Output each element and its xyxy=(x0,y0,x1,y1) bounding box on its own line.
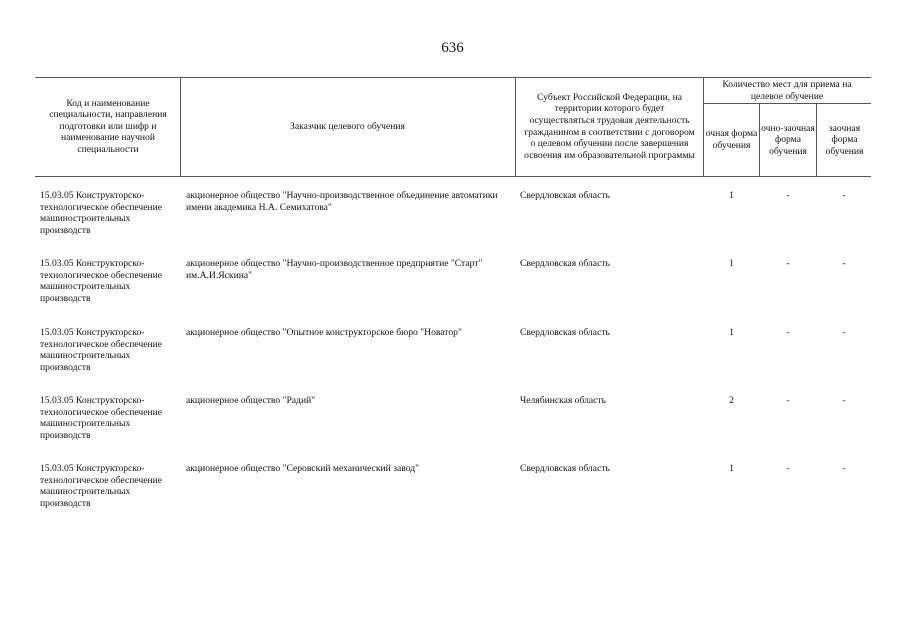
region-cell: Свердловская область xyxy=(520,190,610,201)
specialty-cell: 15.03.05 Конструкторско-технологическое обеспечение машиностроительных производств xyxy=(40,258,162,304)
distance-cell: - xyxy=(842,258,846,269)
part-time-cell: - xyxy=(786,190,790,201)
full-time-cell: 1 xyxy=(729,258,734,269)
full-time-cell: 1 xyxy=(729,463,734,474)
customer-cell: акционерное общество "Научно-производственное объединение автоматики имени академика Н.А. Семихатова" xyxy=(186,190,498,213)
header-part-time: очно-заочная форма обучения xyxy=(761,122,815,157)
part-time-cell: - xyxy=(786,463,790,474)
distance-cell: - xyxy=(842,190,846,201)
header-divider-4 xyxy=(759,103,760,176)
part-time-cell: - xyxy=(786,258,790,269)
full-time-cell: 1 xyxy=(729,327,734,338)
customer-cell: акционерное общество "Радий" xyxy=(186,395,316,406)
header-divider-2 xyxy=(515,77,516,176)
header-places: Количество мест для приема на целевое обучение xyxy=(722,78,852,102)
header-divider-3 xyxy=(703,77,704,176)
header-bottom-rule xyxy=(35,176,871,177)
specialty-cell: 15.03.05 Конструкторско-технологическое обеспечение машиностроительных производств xyxy=(40,190,162,236)
distance-cell: - xyxy=(842,463,846,474)
customer-cell: акционерное общество "Опытное конструкторское бюро "Новатор" xyxy=(186,327,462,338)
distance-cell: - xyxy=(842,327,846,338)
specialty-cell: 15.03.05 Конструкторско-технологическое обеспечение машиностроительных производств xyxy=(40,463,162,509)
distance-cell: - xyxy=(842,395,846,406)
header-region: Субъект Российской Федерации, на территории которого будет осуществляться трудовая деятельность гражданином в соответствии с договором о целевом обучении после завершения освоения им образовательной программы xyxy=(524,91,695,161)
header-customer: Заказчик целевого обучения xyxy=(290,120,405,132)
part-time-cell: - xyxy=(786,395,790,406)
region-cell: Свердловская область xyxy=(520,327,610,338)
header-divider-5 xyxy=(816,103,817,176)
full-time-cell: 1 xyxy=(729,190,734,201)
region-cell: Челябинская область xyxy=(520,395,606,406)
page-number: 636 xyxy=(441,40,464,56)
header-divider-1 xyxy=(180,77,181,176)
header-full-time: очная форма обучения xyxy=(705,128,758,151)
customer-cell: акционерное общество "Серовский механический завод" xyxy=(186,463,420,474)
header-specialty: Код и наименование специальности, направления подготовки или шифр и наименование научной специальности xyxy=(49,97,167,155)
full-time-cell: 2 xyxy=(729,395,734,406)
region-cell: Свердловская область xyxy=(520,258,610,269)
part-time-cell: - xyxy=(786,327,790,338)
specialty-cell: 15.03.05 Конструкторско-технологическое обеспечение машиностроительных производств xyxy=(40,395,162,441)
specialty-cell: 15.03.05 Конструкторско-технологическое обеспечение машиностроительных производств xyxy=(40,327,162,373)
region-cell: Свердловская область xyxy=(520,463,610,474)
header-distance: заочная форма обучения xyxy=(825,122,864,157)
customer-cell: акционерное общество "Научно-производственное предприятие "Старт" им.А.И.Яскина" xyxy=(186,258,483,281)
